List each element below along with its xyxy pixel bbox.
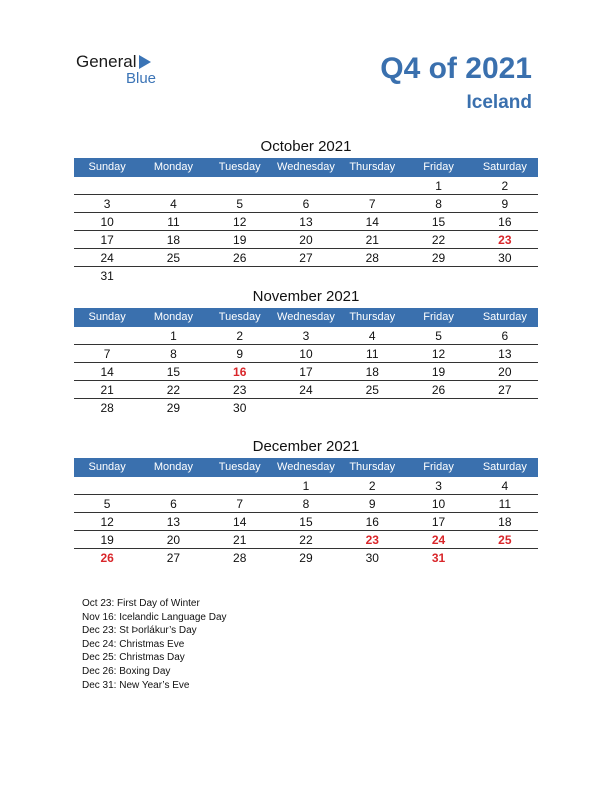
day-cell: 10 (431, 497, 446, 511)
day-cell: 27 (498, 383, 512, 397)
day-cell: 26 (233, 251, 247, 265)
weekday-label: Tuesday (218, 161, 261, 173)
logo (76, 52, 176, 92)
day-cell: 23 (233, 383, 247, 397)
day-cell: 2 (236, 329, 244, 343)
day-cell: 4 (368, 329, 376, 343)
day-cell: 30 (233, 401, 247, 415)
day-cell: 14 (233, 515, 247, 529)
day-cell: 10 (299, 347, 313, 361)
month-october (74, 136, 538, 284)
weekday-label: Friday (423, 311, 454, 323)
holiday-note: Dec 31: New Year’s Eve (82, 679, 190, 691)
page-title: Q4 of 2021 (380, 52, 532, 85)
day-cell: 5 (435, 329, 442, 343)
day-cell: 6 (302, 197, 310, 211)
day-cell (472, 550, 538, 566)
week-row (74, 346, 538, 363)
day-cell (405, 400, 471, 416)
day-cell: 30 (498, 251, 512, 265)
day-cell: 10 (100, 215, 114, 229)
day-cell: 19 (233, 233, 247, 247)
weekday-label: Thursday (349, 311, 396, 323)
day-cell: 22 (299, 533, 313, 547)
day-cell (74, 328, 140, 344)
holiday-note: Nov 16: Icelandic Language Day (82, 611, 227, 623)
weekday-label: Thursday (349, 461, 396, 473)
day-cell: 20 (498, 365, 512, 379)
weekday-label: Tuesday (218, 311, 261, 323)
day-cell: 20 (166, 533, 181, 547)
day-cell: 20 (299, 233, 313, 247)
day-cell: 1 (302, 479, 310, 493)
weekday-label: Wednesday (277, 311, 335, 323)
day-cell: 15 (166, 365, 181, 379)
weekday-label: Monday (153, 161, 193, 173)
day-cell: 29 (166, 401, 181, 415)
weekday-header (74, 458, 538, 477)
day-cell: 7 (236, 497, 244, 511)
country-name: Iceland (466, 92, 532, 113)
day-cell: 16 (365, 515, 379, 529)
week-row (74, 382, 538, 399)
weekday-label: Monday (153, 461, 193, 473)
weekday-label: Saturday (482, 161, 527, 173)
weekday-label: Wednesday (277, 161, 335, 173)
day-cell: 15 (431, 215, 446, 229)
day-cell: 1 (170, 329, 177, 343)
day-cell: 8 (302, 497, 310, 511)
day-cell: 5 (103, 497, 111, 511)
day-cell: 11 (498, 497, 512, 511)
day-cell: 21 (100, 383, 114, 397)
holiday-note: Dec 25: Christmas Day (82, 652, 185, 664)
weekday-label: Sunday (88, 461, 126, 473)
day-cell: 26 (431, 383, 446, 397)
month-november (74, 286, 538, 416)
day-cell: 9 (501, 197, 509, 211)
week-row (74, 268, 538, 284)
day-cell (273, 268, 339, 284)
week-row (74, 328, 538, 345)
day-cell: 7 (368, 197, 376, 211)
day-cell (273, 400, 339, 416)
week-row (74, 232, 538, 249)
day-cell: 3 (302, 329, 310, 343)
month-december (74, 436, 538, 566)
holiday-note: Oct 23: First Day of Winter (82, 598, 200, 609)
day-cell: 13 (166, 515, 181, 529)
weekday-label: Sunday (88, 311, 126, 323)
day-cell (339, 178, 405, 194)
day-cell: 21 (233, 533, 247, 547)
day-cell (140, 178, 206, 194)
week-row (74, 250, 538, 267)
week-row (74, 214, 538, 231)
day-cell: 5 (236, 197, 244, 211)
day-cell: 24 (100, 251, 114, 265)
weekday-label: Thursday (349, 161, 396, 173)
day-cell: 25 (365, 383, 379, 397)
day-cell: 12 (431, 347, 446, 361)
day-cell: 11 (366, 347, 379, 361)
week-row (74, 532, 538, 549)
day-cell (207, 178, 273, 194)
day-cell: 8 (170, 347, 177, 361)
weekday-label: Friday (423, 161, 454, 173)
day-cell: 27 (166, 551, 181, 565)
day-cell: 15 (299, 515, 313, 529)
weekday-label: Saturday (482, 461, 527, 473)
day-cell: 28 (233, 551, 247, 565)
week-row (74, 550, 538, 566)
holiday-note: Dec 24: Christmas Eve (82, 638, 185, 650)
day-cell: 21 (365, 233, 379, 247)
day-cell: 4 (501, 479, 509, 493)
day-cell: 17 (299, 365, 313, 379)
day-cell: 19 (431, 365, 446, 379)
day-cell (405, 268, 471, 284)
day-cell: 3 (435, 479, 442, 493)
month-title: November 2021 (252, 288, 360, 305)
day-cell: 17 (431, 515, 446, 529)
holiday-note: Dec 23: St Þorlákur’s Day (82, 625, 197, 637)
day-cell: 4 (170, 197, 177, 211)
day-cell (140, 268, 206, 284)
day-cell: 11 (167, 215, 180, 229)
week-row (74, 496, 538, 513)
day-cell (472, 268, 538, 284)
day-cell (74, 478, 140, 494)
weekday-label: Wednesday (277, 461, 335, 473)
week-row (74, 478, 538, 495)
day-cell: 7 (103, 347, 111, 361)
day-cell: 28 (100, 401, 114, 415)
day-cell: 25 (166, 251, 181, 265)
holiday-notes (82, 597, 227, 692)
weekday-header (74, 308, 538, 327)
day-cell: 2 (501, 179, 509, 193)
day-cell: 17 (100, 233, 114, 247)
day-cell: 13 (498, 347, 512, 361)
day-cell: 3 (103, 197, 111, 211)
day-cell: 24 (299, 383, 313, 397)
day-cell (273, 178, 339, 194)
day-cell: 16 (498, 215, 512, 229)
day-cell: 12 (233, 215, 247, 229)
day-cell: 18 (498, 515, 512, 529)
week-row (74, 400, 538, 416)
day-cell: 29 (431, 251, 446, 265)
day-cell: 28 (365, 251, 379, 265)
weekday-label: Tuesday (218, 461, 261, 473)
day-cell (74, 178, 140, 194)
weekday-label: Sunday (88, 161, 126, 173)
day-cell: 31 (431, 551, 446, 565)
day-cell: 8 (435, 197, 442, 211)
day-cell: 9 (236, 347, 244, 361)
day-cell (140, 478, 206, 494)
logo-flag-icon (139, 55, 151, 69)
holiday-note: Dec 26: Boxing Day (82, 665, 171, 677)
day-cell: 30 (365, 551, 379, 565)
day-cell (207, 478, 273, 494)
day-cell: 12 (100, 515, 114, 529)
day-cell: 31 (100, 269, 114, 283)
day-cell (339, 400, 405, 416)
day-cell (207, 268, 273, 284)
day-cell: 13 (299, 215, 313, 229)
day-cell: 19 (100, 533, 114, 547)
week-row (74, 364, 538, 381)
weekday-header (74, 158, 538, 177)
day-cell (472, 400, 538, 416)
month-title: December 2021 (252, 438, 360, 455)
day-cell: 29 (299, 551, 313, 565)
day-cell: 25 (498, 533, 512, 547)
day-cell: 6 (501, 329, 509, 343)
day-cell: 23 (498, 233, 512, 247)
day-cell: 23 (365, 533, 379, 547)
day-cell: 6 (170, 497, 177, 511)
day-cell: 22 (431, 233, 446, 247)
day-cell: 22 (166, 383, 181, 397)
day-cell: 14 (365, 215, 379, 229)
week-row (74, 178, 538, 195)
day-cell: 18 (365, 365, 379, 379)
day-cell: 26 (100, 551, 114, 565)
day-cell: 2 (368, 479, 376, 493)
day-cell: 27 (299, 251, 313, 265)
day-cell (339, 268, 405, 284)
month-title: October 2021 (260, 138, 352, 155)
week-row (74, 514, 538, 531)
weekday-label: Saturday (482, 311, 527, 323)
day-cell: 24 (431, 533, 446, 547)
day-cell: 18 (166, 233, 181, 247)
weekday-label: Monday (153, 311, 193, 323)
day-cell: 16 (233, 365, 247, 379)
day-cell: 9 (368, 497, 376, 511)
day-cell: 1 (435, 179, 442, 193)
week-row (74, 196, 538, 213)
logo-general-text: General (76, 52, 137, 71)
day-cell: 14 (100, 365, 114, 379)
logo-blue-text: Blue (126, 70, 157, 87)
weekday-label: Friday (423, 461, 454, 473)
